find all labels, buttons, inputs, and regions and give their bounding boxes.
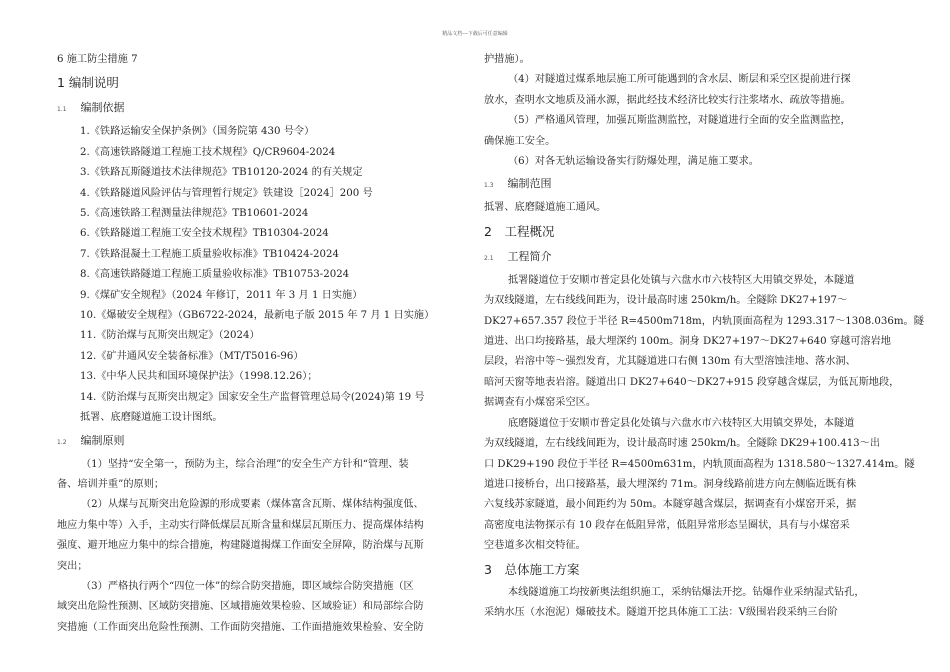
principle-line: （4）对隧道过煤系地层施工所可能遇到的含水层、断层和采空区提前进行探 xyxy=(508,74,851,86)
subsection-number: 1.1 xyxy=(57,106,67,114)
subsection-number: 1.2 xyxy=(57,438,67,446)
body-line: 道进口接桥台，出口接路基，最大埋深约 71m。洞身线路前进方向左侧临近既有株 xyxy=(484,478,857,490)
principle-line: 确保施工安全。 xyxy=(484,135,556,147)
reference-item: 2.《高速铁路隧道工程施工技术规程》Q/CR9604-2024 xyxy=(80,146,336,158)
subsection-title: 编制原则 xyxy=(80,433,125,447)
left-column xyxy=(57,50,467,638)
subsection-title: 编制范围 xyxy=(507,177,552,191)
principle-line: （1）坚持“安全第一，预防为主，综合治理”的安全生产方针和“管理、装 xyxy=(81,458,409,470)
subsection-1-3 xyxy=(484,172,896,198)
subsection-title: 编制依据 xyxy=(80,101,125,115)
body-line: 采纳水压（水泡泥）爆破技术。隧道开挖具体施工工法：Ⅴ级围岩段采纳三台阶 xyxy=(484,606,838,618)
reference-item: 4.《铁路隧道风险评估与管理暂行规定》铁建设［2024］200 号 xyxy=(80,187,373,199)
principle-line: （2）从煤与瓦斯突出危险源的形成要素（煤体富含瓦斯、煤体结构强度低、 xyxy=(81,499,424,511)
section-3-title: 3 总体施工方案 xyxy=(484,561,580,577)
body-line: 层段，岩溶中等～强烈发育，尤其隧道进口右侧 130m 有大型溶蚀洼地、落水洞、 xyxy=(484,356,856,368)
section-1-title: 1 编制说明 xyxy=(57,75,119,91)
reference-item: 14.《防治煤与瓦斯突出规定》国家安全生产监督管理总局令(2024)第 19 号 xyxy=(80,391,425,403)
right-column xyxy=(484,50,924,623)
body-line: DK27+657.357 段位于半径 R=4500m718m，内轨顶面高程为 1293.317～1308.036m。隧 xyxy=(484,315,924,327)
principle-line: 突出； xyxy=(57,560,88,572)
subsection-number: 2.1 xyxy=(484,254,494,262)
reference-item: 3.《铁路瓦斯隧道技术法律规范》TB10120-2024 的有关规定 xyxy=(80,167,363,179)
subsection-title: 工程简介 xyxy=(507,249,552,263)
reference-item: 12.《矿井通风安全装备标准》（MT/T5016-96） xyxy=(80,350,304,362)
body-line: 六复线苏家隧道，最小间距约为 50m。本隧穿越含煤层，据调查有小煤窑开采，据 xyxy=(484,499,857,511)
body-line: 道进、出口均接路基，最大埋深约 100m。洞身 DK27+197～DK27+640 穿越可溶岩地 xyxy=(484,336,891,348)
principle-line: 域突出危险性预测、区域防突措施、区域措施效果检验、区域验证）和局部综合防 xyxy=(57,601,424,613)
principle-line: 地应力集中等）入手，主动实行降低煤层瓦斯含量和煤层瓦斯压力、提高煤体结构 xyxy=(57,519,424,531)
body-line: 空巷道多次相交特征。 xyxy=(484,540,586,552)
principle-line: 突措施（工作面突出危险性预测、工作面防突措施、工作面措施效果检验、安全防 xyxy=(57,621,424,633)
subsection-1-1 xyxy=(57,96,467,122)
reference-item: 13.《中华人民共和国环境保护法》（1998.12.26）； xyxy=(80,371,318,383)
subsection-2-1 xyxy=(484,245,896,271)
body-line: 抵署隧道位于安顺市普定县化处镇与六盘水市六枝特区大用镇交界处，本隧道 xyxy=(508,274,855,286)
body-line: 本线隧道施工均按新奥法组织施工，采纳钻爆法开挖。钻爆作业采纳湿式钻孔， xyxy=(508,586,865,598)
scope-text: 抵署、底磨隧道施工通风。 xyxy=(484,202,607,214)
subsection-1-2 xyxy=(57,429,467,455)
subsection-number: 1.3 xyxy=(484,182,494,190)
reference-tail: 抵署、底磨隧道施工设计图纸。 xyxy=(80,412,223,424)
body-line: 为双线隧道，左右线线间距为，设计最高时速 250km/h。全隧除 DK27+197～ xyxy=(484,295,848,307)
continued-line: 护措施）。 xyxy=(484,54,530,65)
reference-item: 5.《高速铁路工程测量法律规范》TB10601-2024 xyxy=(80,208,309,220)
reference-item: 1.《铁路运输安全保护条例》（国务院第 430 号令） xyxy=(80,126,315,138)
principle-line: 备、培训并重”的原则； xyxy=(57,478,165,490)
reference-item: 8.《高速铁路隧道工程施工质量验收标准》TB10753-2024 xyxy=(80,269,350,281)
principle-line: 强度、避开地应力集中的综合措施，构建隧道揭煤工作面安全屏障，防治煤与瓦斯 xyxy=(57,540,424,552)
principle-line: 放水，查明水文地质及涌水源，据此经技术经济比较实行注浆堵水、疏放等措施。 xyxy=(484,94,851,106)
reference-item: 7.《铁路混凝土工程施工质量验收标准》TB10424-2024 xyxy=(80,248,339,260)
reference-list xyxy=(57,122,467,428)
reference-item: 11.《防治煤与瓦斯突出规定》（2024） xyxy=(80,330,260,342)
principle-line: （6）对各无轨运输设备实行防爆处理，满足施工要求。 xyxy=(508,156,759,168)
reference-item: 10.《爆破安全规程》（GB6722-2024，最新电子版 2015 年 7 月 1 日实施） xyxy=(80,310,435,322)
toc-line: 6 施工防尘措施 7 xyxy=(57,54,138,65)
body-line: 高密度电法物探示有 10 段存在低阻异常，低阻异常形态呈圈状，具有与小煤窑采 xyxy=(484,519,850,531)
principle-line: （5）严格通风管理，加强瓦斯监测监控，对隧道进行全面的安全监测监控， xyxy=(508,115,851,127)
body-line: 底磨隧道位于安顺市普定县化处镇与六盘水市六枝特区大用镇交界处，本隧道 xyxy=(508,417,855,429)
body-line: 据调查有小煤窑采空区。 xyxy=(484,397,597,409)
body-line: 为双线隧道，左右线线间距为，设计最高时速 250km/h。全隧除 DK29+100.413～出 xyxy=(484,438,881,450)
body-line: 口 DK29+190 段位于半径 R=4500m631m，内轨顶面高程为 1318.580～1327.414m。隧 xyxy=(484,458,915,470)
reference-item: 9.《煤矿安全规程》（2024 年修订，2011 年 3 月 1 日实施） xyxy=(80,289,363,301)
body-line: 暗河天窗等地表岩溶。隧道出口 DK27+640～DK27+915 段穿越含煤层，为低瓦斯地段， xyxy=(484,376,900,388)
principle-line: （3）严格执行两个“四位一体”的综合防突措施，即区域综合防突措施（区 xyxy=(81,580,414,592)
page-header: 精品文档---下载后可任意编辑 xyxy=(442,31,508,37)
section-2-title: 2 工程概况 xyxy=(484,223,555,239)
reference-item: 6.《铁路隧道工程施工安全技术规程》TB10304-2024 xyxy=(80,228,329,240)
